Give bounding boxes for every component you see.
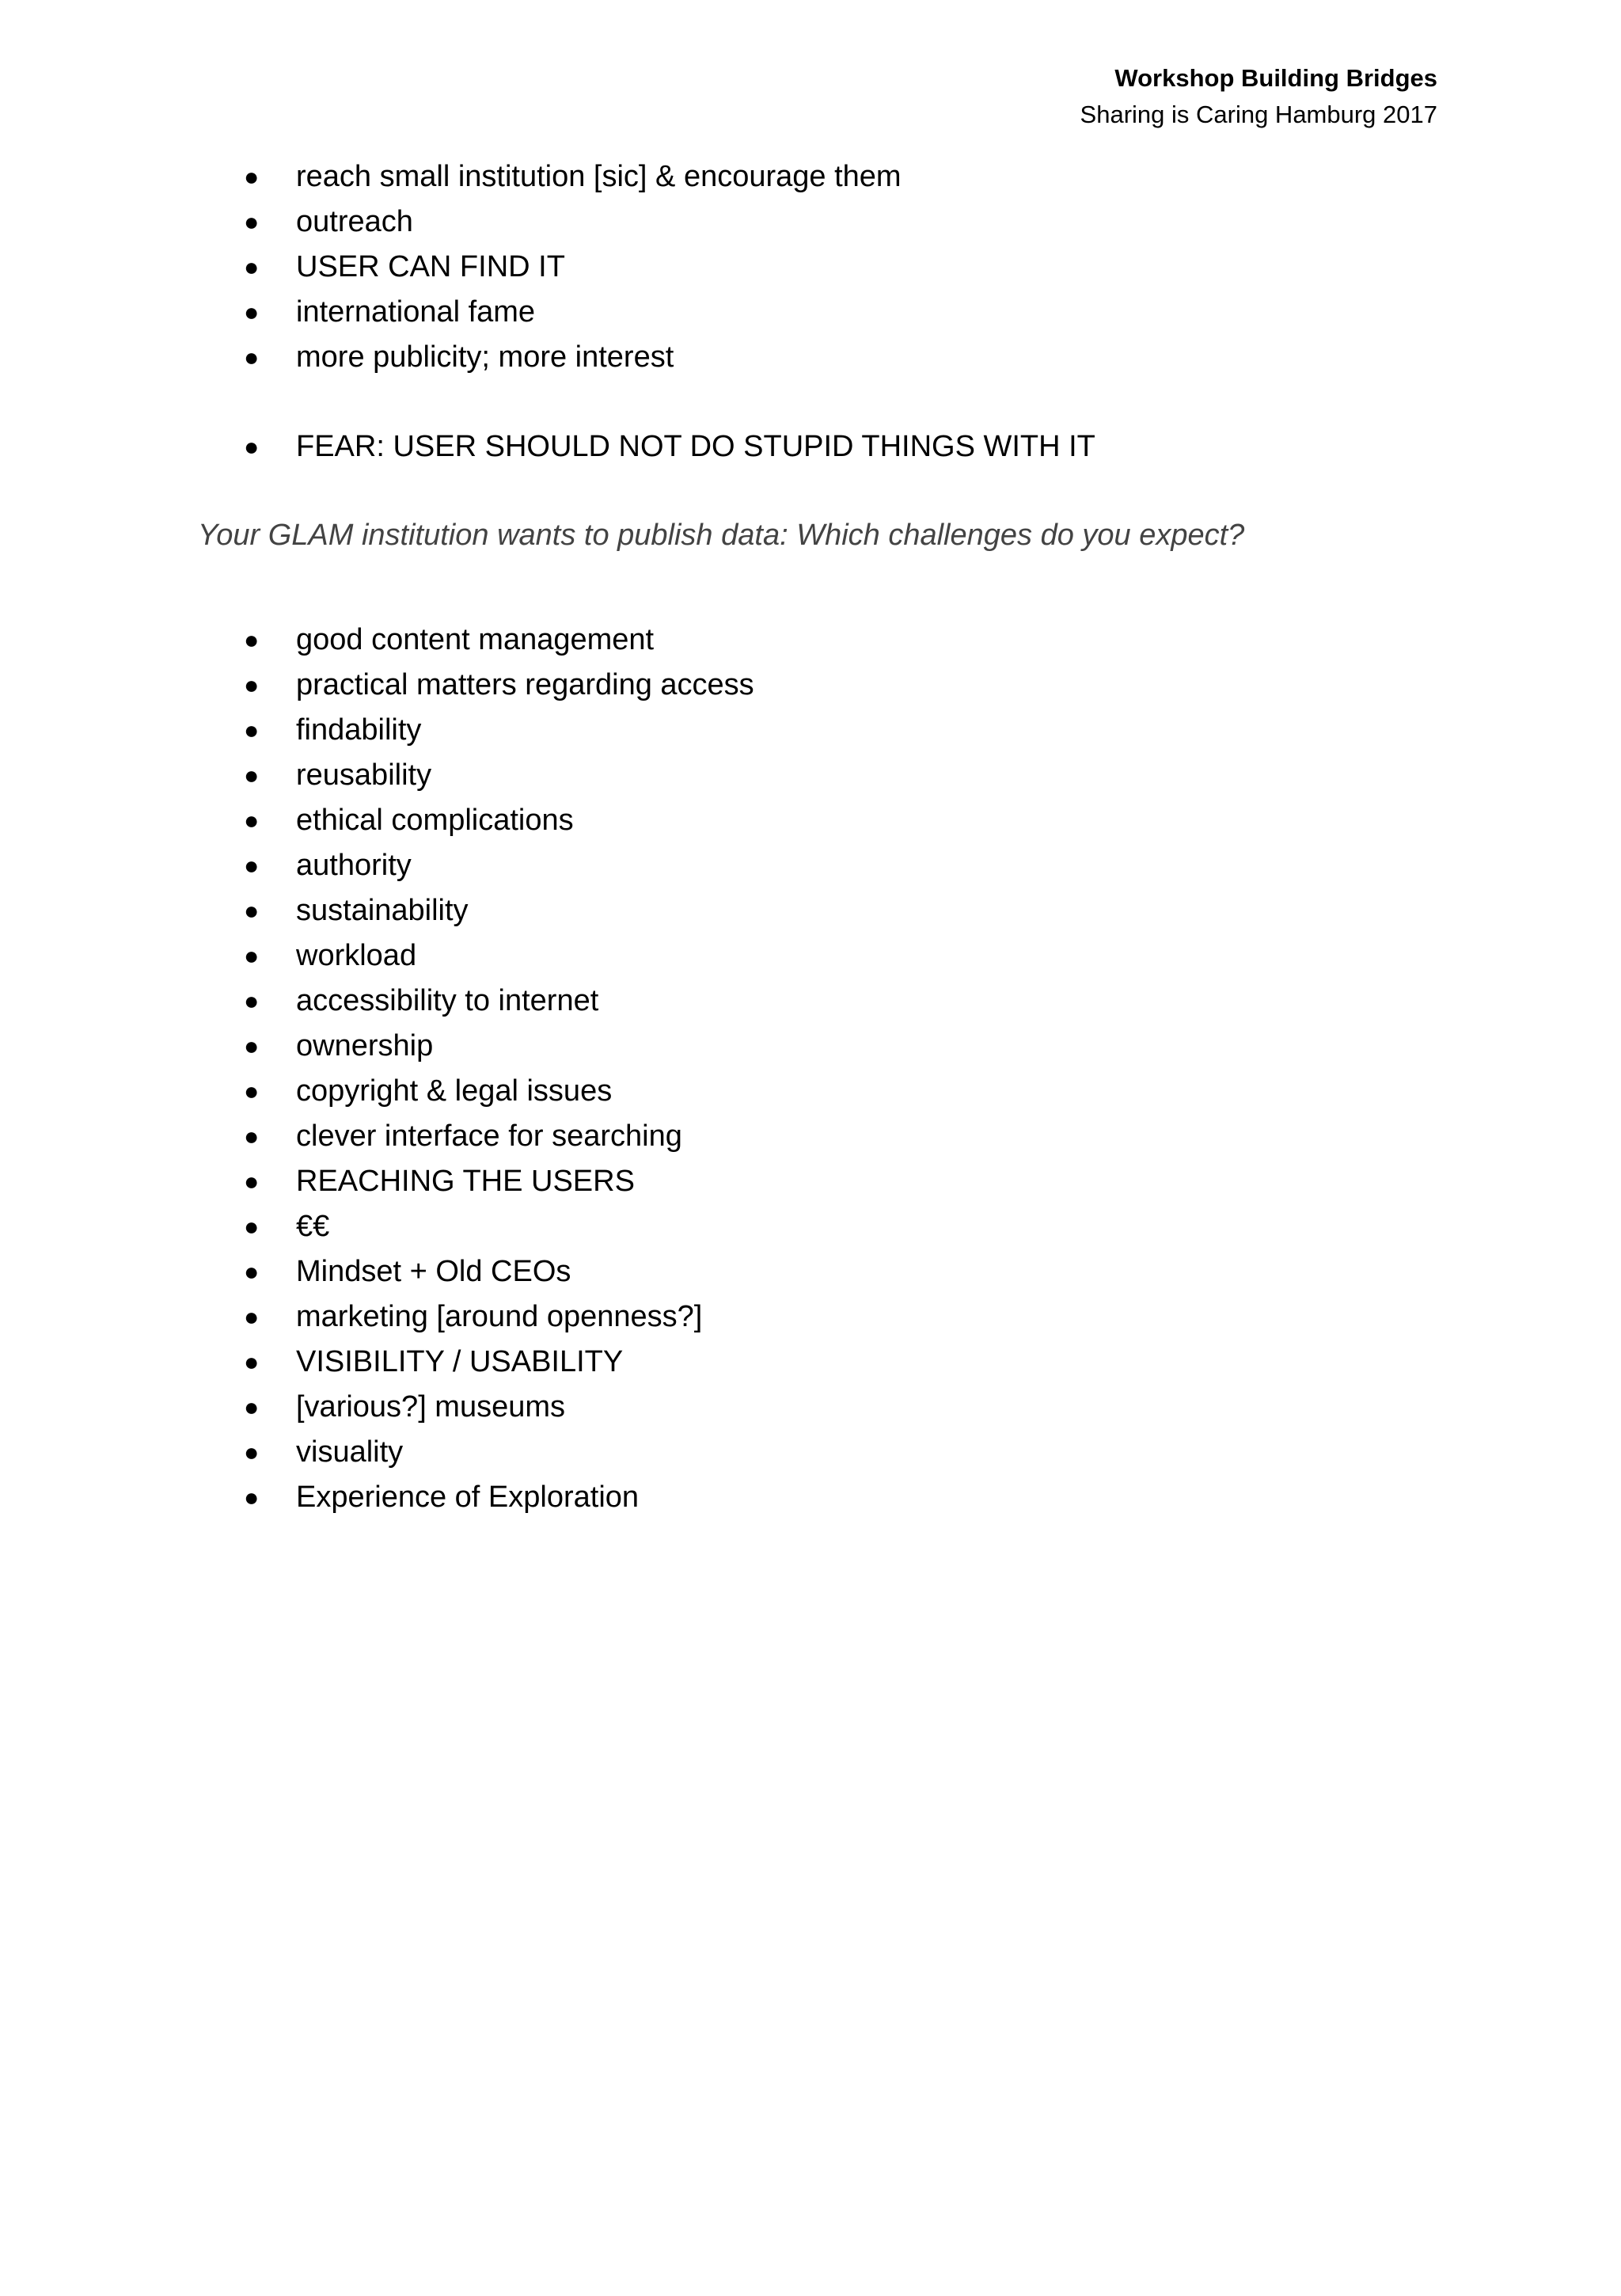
list-item-text: ethical complications [296, 804, 574, 837]
bullet-icon: ● [244, 207, 260, 236]
list-item [244, 1475, 754, 1520]
list-item [244, 979, 754, 1024]
bullet-icon: ● [244, 1302, 260, 1331]
workshop-title: Workshop Building Bridges [1114, 64, 1437, 92]
event-subtitle: Sharing is Caring Hamburg 2017 [1080, 101, 1437, 128]
list-item [244, 1430, 754, 1475]
list-item [244, 290, 902, 335]
list-item [244, 798, 754, 843]
list-item-text: findability [296, 713, 422, 747]
list-item-text: Mindset + Old CEOs [296, 1255, 571, 1288]
list-item-text: reusability [296, 758, 432, 792]
list-item-text: copyright & legal issues [296, 1074, 613, 1108]
bullet-icon: ● [244, 253, 260, 281]
bullet-icon: ● [244, 1483, 260, 1511]
list-item-text: practical matters regarding access [296, 668, 754, 701]
bullet-icon: ● [244, 1167, 260, 1196]
list-item [244, 200, 902, 245]
bullet-icon: ● [244, 1348, 260, 1376]
bullet-icon: ● [244, 716, 260, 744]
list-item-text: reach small institution [sic] & encourage them [296, 160, 902, 193]
list-item [244, 663, 754, 708]
list-item [244, 933, 754, 979]
bullet-icon: ● [244, 1212, 260, 1241]
list-item-text: authority [296, 849, 412, 882]
list-item [244, 154, 902, 200]
list-item-text: more publicity; more interest [296, 340, 674, 374]
list-item-text: accessibility to internet [296, 984, 599, 1017]
list-item-text: USER CAN FIND IT [296, 250, 565, 283]
list-item-text: international fame [296, 295, 536, 329]
bullet-icon: ● [244, 941, 260, 970]
benefits-list [244, 154, 902, 380]
list-item [244, 1204, 754, 1249]
list-item [244, 245, 902, 290]
list-item-text: clever interface for searching [296, 1119, 682, 1153]
list-item [244, 335, 902, 380]
list-item-text: visuality [296, 1435, 404, 1469]
bullet-icon: ● [244, 851, 260, 880]
list-item-text: sustainability [296, 894, 469, 927]
bullet-icon: ● [244, 986, 260, 1015]
bullet-icon: ● [244, 432, 260, 461]
list-item [244, 1114, 754, 1159]
list-item [244, 1340, 754, 1385]
bullet-icon: ● [244, 1393, 260, 1421]
page-header [1080, 60, 1437, 133]
list-item-text: marketing [around openness?] [296, 1300, 703, 1333]
list-item [244, 1294, 754, 1340]
bullet-icon: ● [244, 1257, 260, 1286]
list-item [244, 1249, 754, 1294]
section-question: Your GLAM institution wants to publish data: Which challenges do you expect? [198, 519, 1245, 552]
list-item-text: REACHING THE USERS [296, 1165, 635, 1198]
fear-list [244, 424, 1095, 469]
list-item-text: ownership [296, 1029, 434, 1062]
list-item-text: good content management [296, 623, 655, 656]
bullet-icon: ● [244, 671, 260, 699]
bullet-icon: ● [244, 896, 260, 925]
list-item [244, 1159, 754, 1204]
list-item [244, 843, 754, 888]
bullet-icon: ● [244, 1438, 260, 1466]
list-item [244, 1024, 754, 1069]
list-item-text: €€ [296, 1210, 330, 1243]
list-item [244, 618, 754, 663]
bullet-icon: ● [244, 1032, 260, 1060]
bullet-icon: ● [244, 806, 260, 834]
list-item [244, 424, 1095, 469]
bullet-icon: ● [244, 162, 260, 191]
challenges-list [244, 618, 754, 1520]
list-item [244, 708, 754, 753]
list-item [244, 1385, 754, 1430]
list-item [244, 888, 754, 933]
bullet-icon: ● [244, 625, 260, 654]
list-item-text: [various?] museums [296, 1390, 566, 1424]
bullet-icon: ● [244, 343, 260, 371]
bullet-icon: ● [244, 761, 260, 789]
bullet-icon: ● [244, 298, 260, 326]
list-item-text: workload [296, 939, 417, 972]
bullet-icon: ● [244, 1122, 260, 1150]
list-item-text: outreach [296, 205, 413, 238]
list-item-text: Experience of Exploration [296, 1481, 640, 1514]
list-item [244, 1069, 754, 1114]
list-item-text: FEAR: USER SHOULD NOT DO STUPID THINGS WITH IT [296, 430, 1095, 463]
list-item [244, 753, 754, 798]
bullet-icon: ● [244, 1077, 260, 1105]
list-item-text: VISIBILITY / USABILITY [296, 1345, 624, 1378]
